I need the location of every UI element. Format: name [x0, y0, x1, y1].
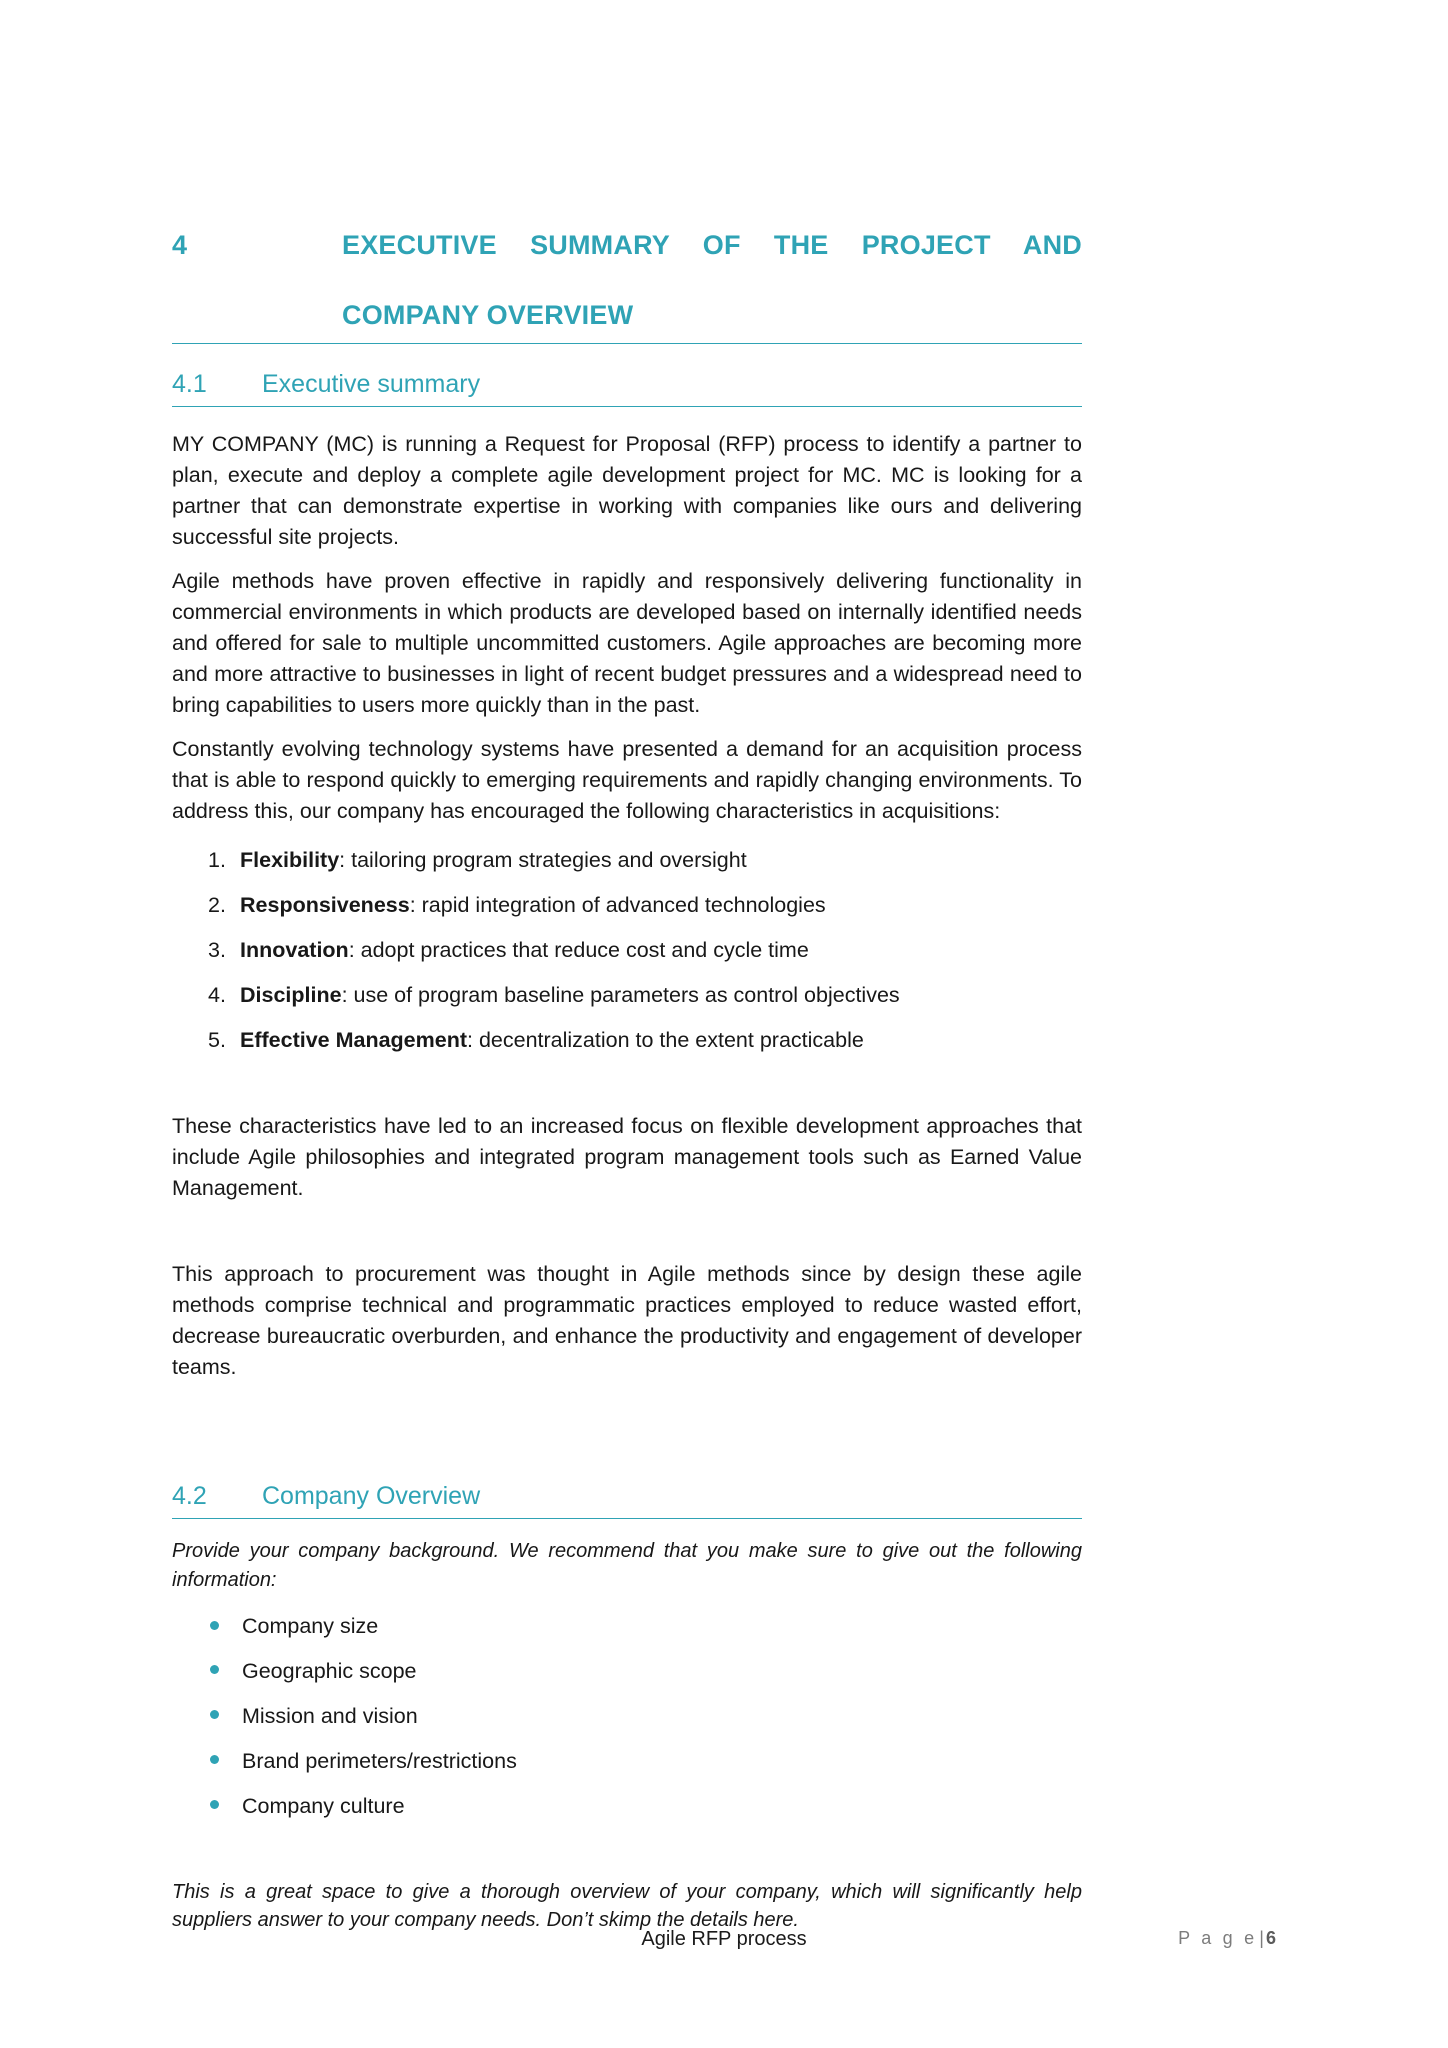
company-overview-bullets [172, 1611, 1082, 1822]
list-item [172, 1656, 1082, 1687]
list-item-term: Effective Management [240, 1027, 468, 1052]
list-item [172, 935, 1082, 966]
footer-separator: | [1259, 1928, 1264, 1948]
section-heading-title-line1: EXECUTIVE SUMMARY OF THE PROJECT AND [342, 230, 1082, 260]
spacer [172, 1069, 1082, 1111]
list-item-description: : decentralization to the extent practicable [467, 1027, 864, 1052]
page-footer [172, 1928, 1276, 1968]
section-heading-4 [172, 228, 1082, 333]
paragraph-exec-closing-1: These characteristics have led to an increased focus on flexible development approaches that include Agile philosophies and integrated program management tools such as Earned Value Management. [172, 1114, 1082, 1201]
bullet-icon [172, 1708, 242, 1726]
subsection-rule-4-1 [172, 406, 1082, 407]
list-item-text: Company culture [242, 1793, 405, 1818]
section-heading-rule [172, 343, 1082, 344]
list-item-text [240, 1025, 1082, 1056]
footer-page-label: P a g e [1178, 1928, 1258, 1948]
list-item-text: Company size [242, 1613, 379, 1638]
section-heading-title [342, 228, 1082, 333]
list-item-term: Discipline [240, 982, 342, 1007]
list-item [172, 1746, 1082, 1777]
list-item [172, 980, 1082, 1011]
list-item-description: : use of program baseline parameters as control objectives [341, 982, 900, 1007]
list-item-marker: 4. [208, 982, 226, 1007]
list-item-text: Mission and vision [242, 1703, 418, 1728]
page-content [172, 0, 1082, 1935]
bullet-icon [172, 1618, 242, 1636]
list-item-text [240, 935, 1082, 966]
list-item-term: Responsiveness [240, 892, 410, 917]
list-item [172, 1701, 1082, 1732]
section-heading-title-line2: COMPANY OVERVIEW [342, 300, 634, 331]
subsection-number-4-2: 4.2 [172, 1482, 207, 1511]
list-item-term: Flexibility [240, 847, 340, 872]
paragraph-exec-closing-2: This approach to procurement was thought in Agile methods since by design these agile methods comprise technical and programmatic practices employed to reduce wasted effort, decrease bureaucratic overburden, and enhance the productivity and engagement of developer teams. [172, 1262, 1082, 1380]
subsection-title-4-1: Executive summary [262, 370, 481, 399]
company-overview-intro: Provide your company background. We recommend that you make sure to give out the following information: [172, 1540, 1082, 1591]
paragraph-exec-1: MY COMPANY (MC) is running a Request for Proposal (RFP) process to identify a partner to plan, execute and deploy a complete agile development project for MC. MC is looking for a partner that can demonstrate expertise in working with companies like ours and delivering successful site projects. [172, 432, 1082, 550]
list-item-term: Innovation [240, 937, 349, 962]
bullet-icon [172, 1663, 242, 1681]
list-item-marker: 5. [208, 1027, 226, 1052]
paragraph-exec-3: Constantly evolving technology systems have presented a demand for an acquisition process that is able to respond quickly to emerging requirements and rapidly changing environments. To address this, our company has encouraged the following characteristics in acquisitions: [172, 736, 1082, 823]
bullet-icon [172, 1753, 242, 1771]
company-overview-outro: This is a great space to give a thorough overview of your company, which will significantly help suppliers answer to your company needs. Don’t skimp the details here. [172, 1880, 1082, 1932]
list-item-text: Geographic scope [242, 1658, 417, 1683]
list-item [172, 845, 1082, 876]
footer-page-indicator [1178, 1928, 1276, 1949]
subsection-heading-4-2 [172, 1482, 1082, 1511]
list-item-marker: 1. [208, 847, 226, 872]
spacer [172, 1217, 1082, 1259]
paragraph-exec-2: Agile methods have proven effective in rapidly and responsively delivering functionality in commercial environments in which products are developed based on internally identified needs and offered for sale to multiple uncommitted customers. Agile approaches are becoming more and more attractive to businesses in light of recent budget pressures and a widespread need to bring capabilities to users more quickly than in the past. [172, 569, 1082, 717]
spacer [172, 1396, 1082, 1456]
list-item [172, 1791, 1082, 1822]
list-item-text [240, 980, 1082, 1011]
list-item-text [240, 845, 1082, 876]
subsection-heading-4-1 [172, 370, 1082, 399]
list-item-description: : tailoring program strategies and oversight [339, 847, 747, 872]
list-item-marker: 3. [208, 937, 226, 962]
list-item [172, 1611, 1082, 1642]
list-item-description: : adopt practices that reduce cost and cycle time [348, 937, 809, 962]
subsection-title-4-2: Company Overview [262, 1482, 481, 1511]
list-item [172, 1025, 1082, 1056]
list-item-text [240, 890, 1082, 921]
subsection-number-4-1: 4.1 [172, 370, 207, 399]
footer-page-number: 6 [1265, 1928, 1276, 1948]
list-item-marker: 2. [208, 892, 226, 917]
list-item-description: : rapid integration of advanced technologies [409, 892, 826, 917]
list-item-text: Brand perimeters/restrictions [242, 1748, 517, 1773]
list-item [172, 890, 1082, 921]
section-heading-number: 4 [172, 230, 188, 260]
footer-document-title: Agile RFP process [641, 1928, 807, 1950]
spacer [172, 1836, 1082, 1878]
bullet-icon [172, 1798, 242, 1816]
characteristics-list [172, 845, 1082, 1056]
